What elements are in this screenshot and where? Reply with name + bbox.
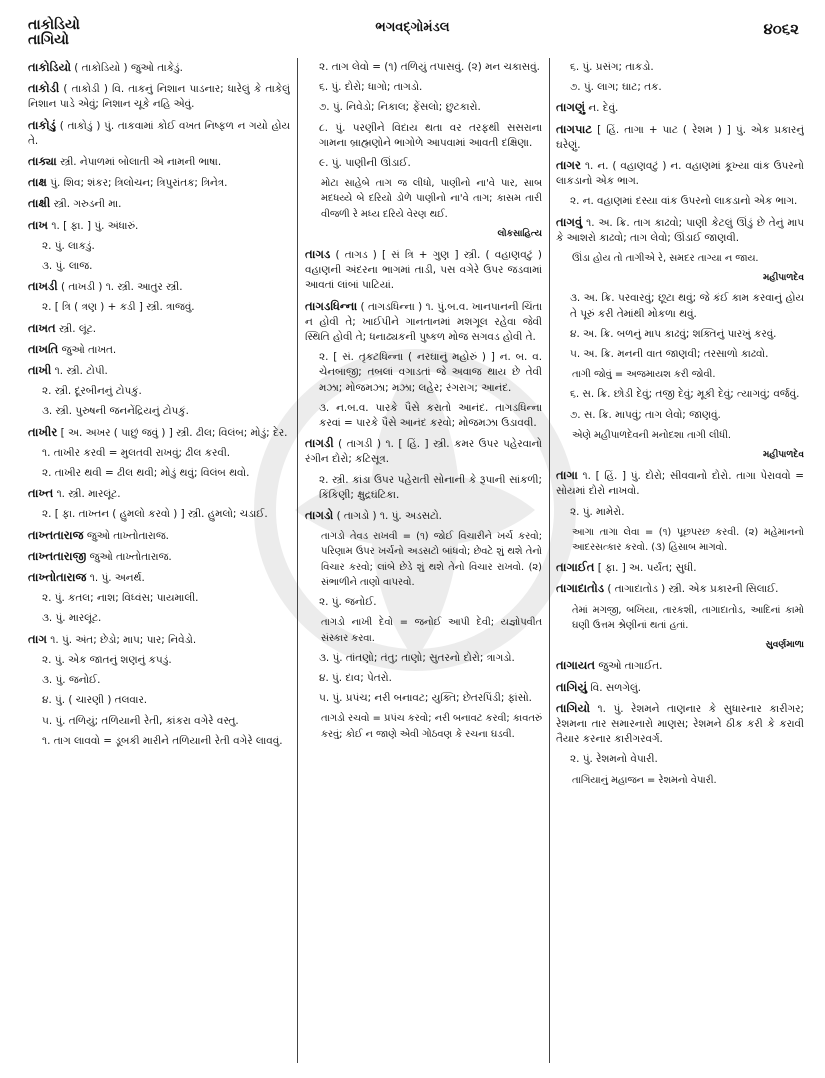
entry-headword: તાગ (28, 631, 47, 646)
text-column-2 (305, 60, 542, 1065)
usage-example: ઊંડા હોય તો તાગીએ રે, સમદર તાગ્યા ન જાય. (572, 253, 759, 265)
entry-headword: તાગપાટ (556, 121, 593, 136)
dictionary-entry (305, 247, 542, 294)
entry-definition: સ્ત્રી. નેપાળમાં બોલાતી એ નામની ભાષા. (56, 156, 222, 169)
entry-definition: ( તાકોડી ) વિ. તાકનું નિશાન પાડનાર; ધારેલું કે તાકેલું નિશાન પાડે એવું; નિશાન ચૂકે નહિ એવું. (28, 83, 290, 111)
entry-sense: ૭. પું. લાગ; ઘાટ; તક. (570, 81, 662, 94)
entry-definition: પું. શિવ; શંકર; ત્રિલોચન; ત્રિપુરાંતક; ત્રિનેત્ર. (46, 177, 228, 190)
entry-sense: ૨. તાખીર થવી = ઢીલ થવી; મોડું થવું; વિલંબ થવો. (42, 467, 250, 480)
entry-definition: ( તાકોડું ) પું. તાકવામાં કોઈ વખત નિષ્ફળ ન ગયો હોય તે. (28, 119, 290, 147)
dictionary-entry (28, 321, 290, 337)
dictionary-entry (556, 215, 804, 246)
entry-headword: તાખ્તતારાજી (28, 548, 87, 563)
entry-sense: ૩. સ્ત્રી. પુરુષની જનનેંદ્રિયનું ટોપકું. (42, 405, 189, 418)
entry-headword: તાખતિ (28, 341, 59, 356)
entry-sense: ૪. પું. દાવ; પેતરો. (319, 671, 392, 684)
column-divider-1 (297, 58, 298, 1063)
entry-headword: તાકોડું (28, 117, 56, 132)
entry-headword: તાગાઈત (556, 560, 595, 575)
entry-definition: ૧. સ્ત્રી. મારલૂંટ. (53, 488, 121, 501)
header-first-word: તાકોડિયો (28, 17, 80, 33)
page-header (0, 18, 825, 46)
entry-definition: ( તાગડ ) [ સં ત્રિ + ગુણ ] સ્ત્રી. ( વહાણવટું ) વહાણની અંદરના ભાગમાં તાડી, પસ વગેરે ઉપર જડવામાં આવતાં લાંબાં પાટિયાં. (305, 249, 542, 292)
entry-definition: ૧. [ હિં. ] પું. દોરો; સીવવાનો દોરો. તાગા પેરાવવો = સોયમાં દોરો નાખવો. (556, 470, 804, 498)
entry-sense: ૨. [ ફા. તાખ્તન ( હુમલો કરવો ) ] સ્ત્રી. હુમલો; ચડાઈ. (42, 508, 268, 521)
entry-sense: ૫. પું. તળિયું; તળિયાની રેતી, કાંકરા વગેરે વસ્તુ. (42, 714, 239, 727)
dictionary-entry (556, 122, 804, 153)
dictionary-entry (305, 436, 542, 467)
dictionary-entry (305, 299, 542, 346)
entry-sense: ૩. પું. જનોઈ. (42, 674, 101, 687)
entry-definition: ( તાગાદાતોડ ) સ્ત્રી. એક પ્રકારની સિલાઈ. (604, 583, 779, 596)
entry-definition: ૧. અ. ક્રિ. તાગ કાઢવો; પાણી કેટલું ઊંડું છે તેનું માપ કે આશરો કાઢવો; તાગ લેવો; ઊંડાઈ જાણવી. (556, 216, 804, 244)
entry-headword: તાકોડિયો (28, 60, 71, 74)
entry-sense: ૧. તાગ લાવવો = ડૂબકી મારીને તળિયાની રેતી વગેરે લાવવું. (42, 734, 283, 747)
entry-definition: સ્ત્રી. ગરુડની મા. (50, 198, 122, 211)
entry-definition: ૧. પું. રેશમને તાણનાર કે સુધારનાર કારીગર; રેશમના તાર સમારનારો માણસ; રેશમને ઠીક કરી કે કરાવી તૈયાર કરનાર કારીગરવર્ગ. (556, 702, 804, 746)
usage-example: એણે મહીપાળદેવની મનોદશા તાગી લીધી. (572, 429, 732, 441)
page-number: ૪૦૬૨ (763, 20, 799, 38)
source-attribution: સુવર્ણમાળા (765, 640, 804, 651)
entry-sense: ૬. પું. દોરો; ધાગો; તાગડો. (319, 81, 423, 94)
entry-headword: તાગવું (556, 214, 583, 229)
entry-sense: ૨. પું. રેશમનો વેપારી. (570, 753, 658, 766)
dictionary-entry (28, 486, 290, 502)
entry-headword: તાખી (28, 363, 52, 378)
entry-headword: તાખીર (28, 424, 58, 439)
entry-definition: ( તાગડી ) ૧. [ હિં. ] સ્ત્રી. કમર ઉપર પહેરવાનો રંગીન દોરો; કટિસૂત્ર. (305, 438, 542, 466)
usage-example: તાગી જોવું = અજમાયશ કરી જોવી. (572, 369, 716, 381)
entry-headword: તાખત (28, 320, 56, 335)
source-attribution: મહીપાળદેવ (762, 450, 804, 461)
entry-definition: વિ. સળગેલું. (587, 681, 642, 694)
dictionary-entry (556, 560, 804, 576)
entry-headword: તાગિયો (556, 700, 591, 715)
entry-headword: તાગર (556, 158, 581, 173)
entry-definition: જુઓ તાખત. (58, 343, 117, 356)
entry-sense: ૨. પું. મામેરો. (570, 505, 625, 518)
entry-sense: ૬. પું. પ્રસંગ; તાકડો. (570, 61, 654, 73)
entry-definition: ( તાગડધિન્ના ) ૧. પું.બ.વ. ખાનપાનની ચિંતા ન હોવી તે; ખાઈપીને ગાનતાનમાં મશગૂલ રહેવા જેવી સ્થિતિ હોવી તે; ધનાઢ્યકની પુષ્કળ મોજ સગવડ હોવી તે. (305, 300, 542, 344)
entry-definition: ૧. સ્ત્રી. ટોપી. (51, 365, 108, 378)
header-last-word: તાગિયો (28, 32, 70, 48)
entry-headword: તાક્યા (28, 154, 57, 169)
text-column-3 (556, 60, 804, 1065)
entry-sense: ૩. પું. લાજ. (42, 260, 93, 273)
entry-headword: તાક્ષ (28, 175, 47, 190)
entry-headword: તાક્ષી (28, 196, 51, 211)
entry-headword: તાખડી (28, 279, 58, 294)
entry-sense: ૨. તાગ લેવો = (૧) તળિયું તપાસવું. (૨) મન ચકાસવું. (319, 61, 540, 73)
entry-sense: ૮. પું. પરણીને વિદાય થતા વર તરફથી સસરાના ગામના બ્રાહ્મણોને ભાગોળે આપવામાં આવતી દક્ષિણા. (319, 121, 542, 149)
dictionary-entry (556, 680, 804, 696)
entry-headword: તાગાદાતોડ (556, 581, 605, 596)
entry-sense: ૪. પું. ( ચારણી ) તલવાર. (42, 694, 148, 707)
entry-headword: તાગણું (556, 100, 586, 115)
entry-sense: ૧. તાખીર કરવી = મુલતવી રાખવું; ઢીલ કરવી. (42, 446, 231, 459)
entry-headword: તાગા (556, 468, 578, 483)
entry-sense: ૫. અ. ક્રિ. મનની વાત જાણવી; તરસાળો કાઢવો. (570, 348, 769, 361)
entry-sense: ૨. સ્ત્રી. કાંડા ઉપર પહેરાતી સોનાની કે રૂપાની સાંકળી; કિંકિણી; ક્ષુદ્રઘંટિકા. (319, 473, 542, 501)
entry-headword: તાગડી (305, 436, 334, 451)
dictionary-entry (556, 158, 804, 189)
dictionary-entry (28, 425, 290, 441)
dictionary-entry (28, 196, 290, 212)
entry-definition: ( તાખડી ) ૧. સ્ત્રી. આતુર સ્ત્રી. (57, 281, 183, 294)
entry-sense: ૭. પું. નિવેડો; નિકાલ; ફેંસલો; છુટકારો. (319, 101, 481, 114)
entry-headword: તાખ્ત (28, 486, 54, 501)
dictionary-entry (28, 363, 290, 379)
entry-sense: ૩. પું. મારલૂંટ. (42, 612, 102, 625)
usage-example: તેમાં મગજી, બખિયા, તારકશી, તાગાદાતોડ, આદિનાં કામો ઘણી ઉત્તમ શ્રેણીનાં થતાં હતાં. (572, 604, 804, 631)
usage-example: તાગિયાનું મહાજન = રેશમનો વેપારી. (572, 774, 717, 786)
entry-sense: ૩. પું. તાંતણો; તંતુ; તાણો; સુતરનો દોરો; ત્રાગડો. (319, 651, 515, 664)
entry-sense: ૨. ન. વહાણમાં દસ્યા વાંક ઉપરનો લાકડાનો એક ભાગ. (570, 195, 798, 208)
entry-sense: ૫. પું. પ્રપંચ; નરી બનાવટ; યુક્તિ; છેતરપિંડી; ફાંસો. (319, 692, 532, 705)
entry-sense: ૪. અ. ક્રિ. બળનું માપ કાઢવું; શક્તિનું પારખું કરવું. (570, 327, 777, 340)
entry-sense: ૨. [ સં. તૃકટધિન્ના ( નરઘાનું મહોરું ) ] ન. બ. વ. ચેનબાજી; તબલાં વગાડતાં જે અવાજ થાય છે તેવી મઝા; મોજમઝા; મઝા; લહેર; રંગરાગ; આનંદ. (319, 351, 542, 394)
dictionary-entry (556, 701, 804, 748)
entry-definition: સ્ત્રી. લૂંટ. (55, 322, 97, 335)
dictionary-entry (28, 218, 290, 234)
text-column-1 (28, 60, 290, 1065)
entry-sense: ૨. પું. જનોઈ. (319, 596, 377, 609)
entry-definition: ૧. પું. અનર્થ. (86, 572, 145, 585)
dictionary-entry (556, 581, 804, 597)
entry-sense: ૨. [ ત્રિ ( ત્રણ ) + કડી ] સ્ત્રી. ત્રાજવું. (42, 301, 195, 314)
dictionary-entry (28, 60, 290, 76)
entry-headword: તાખ્તતારાજ (28, 527, 84, 542)
entry-sense: ૩. અ. ક્રિ. પરવારવું; છૂટા થવું; જે કંઈ કામ કરવાનું હોય તે પૂરું કરી તેમાંથી મોકળા થવું. (570, 292, 804, 320)
entry-definition: ( તાકોડિયો ) જુઓ તાકેડું. (71, 62, 183, 74)
dictionary-entry (28, 549, 290, 565)
dictionary-entry (556, 100, 804, 116)
entry-definition: જુઓ તાખ્તોતારાજ. (83, 529, 169, 542)
dictionary-entry (28, 528, 290, 544)
usage-example: તાગડો તેવડ રાખવી = (૧) જોઈ વિચારીને ખર્ચ કરવો; પરિણામ ઉપર ખર્ચનો અડસટો બાંધવો; છેવટે શું થશે તેનો વિચાર કરવો; લાંબે છેડે શું થશે તેનો વિચાર રાખવો. (૨) સંભાળીને તાણો વાપરવો. (321, 531, 542, 588)
entry-definition: ન. દેવું. (585, 102, 619, 115)
dictionary-entry (556, 468, 804, 499)
entry-sense: ૬. સ. ક્રિ. છોડી દેવું; તજી દેવું; મૂકી દેવું; ત્યાગવું; વર્જવું. (570, 388, 800, 401)
dictionary-entry (28, 81, 290, 112)
entry-definition: જુઓ તાગાઈત. (595, 660, 663, 673)
entry-headword: તાગિયું (556, 679, 588, 694)
dictionary-entry (28, 570, 290, 586)
header-title: ભગવદ્ગોમંડલ (375, 20, 450, 35)
usage-example: આગા તાગા લેવા = (૧) પૂછપરછ કરવી. (૨) મહેમાનનો આદરસત્કાર કરવો. (૩) હિસાબ માગવો. (572, 526, 804, 554)
entry-definition: જુઓ તાખ્તોતારાજ. (86, 550, 172, 563)
entry-headword: તાકોડી (28, 81, 60, 96)
usage-example: મોટા સાહેબે તાગ જ લીધો, પાણીનો ના'વે પાર, સાબ મદધય્યે બે દરિયો ડોળે પાણીનો ના'વે તાગ; કાસમ તારી વીજળી રે મધ્ય દરિયે વેરણ થઈ. (321, 178, 542, 220)
entry-headword: તાગડધિન્ના (305, 298, 358, 313)
dictionary-entry (28, 342, 290, 358)
source-attribution: મહીપાળદેવ (762, 273, 804, 284)
dictionary-entry (28, 279, 290, 295)
dictionary-entry (28, 118, 290, 149)
column-divider-2 (549, 58, 550, 1063)
source-attribution: લોકસાહિત્ય (497, 228, 542, 239)
entry-headword: તાગડો (305, 508, 334, 523)
dictionary-entry (28, 632, 290, 648)
entry-definition: ( તાગડો ) ૧. પું. અડસટો. (333, 510, 442, 523)
usage-example: તાગડો નાખી દેવો = જનોઈ આપી દેવી; યજ્ઞોપવીત સંસ્કાર કરવા. (321, 617, 542, 644)
dictionary-entry (305, 508, 542, 524)
entry-headword: તાગડ (305, 247, 331, 262)
entry-definition: [ અ. અખર ( પાછું જવું ) ] સ્ત્રી. ઢીલ; વિલંબ; મોડું; દેર. (57, 426, 288, 439)
entry-headword: તાખ્તોતારાજ (28, 570, 87, 585)
entry-sense: ૩. ન.બ.વ. પારકે પૈસે કરાતો આનંદ. તાગડધિન્ના કરવાં = પારકે પૈસે આનંદ કરવો; મોજમઝા ઉડાવવી. (319, 401, 542, 430)
entry-sense: ૨. પું. કતલ; નાશ; વિધ્વંસ; પાયમાલી. (42, 592, 199, 605)
entry-headword: તાખ (28, 217, 49, 232)
dictionary-entry (556, 658, 804, 674)
entry-sense: ૯. પું. પાણીની ઊંડાઈ. (319, 157, 411, 170)
entry-sense: ૨. સ્ત્રી. દૂરબીનનું ટોપકું. (42, 385, 142, 398)
entry-definition: [ હિં. તાગા + પાટ ( રેશમ ) ] પું. એક પ્રકારનું ઘરેણું. (556, 123, 804, 151)
entry-headword: તાગાયત (556, 658, 596, 673)
entry-sense: ૨. પું. લાકડું. (42, 239, 95, 252)
entry-sense: ૨. પું. એક જાતનું શણનું કપડું. (42, 653, 172, 666)
dictionary-entry (28, 154, 290, 170)
dictionary-entry (28, 175, 290, 191)
usage-example: તાગડો રચવો = પ્રપંચ કરવો; નરી બનાવટ કરવી; કાવતરું કરવું; કોઈ ન જાણે એવી ગોઠવણ કે રચના ઘડવી. (321, 713, 542, 740)
entry-sense: ૭. સ. ક્રિ. માપવું; તાગ લેવો; જાણવું. (570, 408, 721, 421)
entry-definition: ૧. [ ફા. ] પું. અંધારું. (48, 219, 139, 232)
entry-definition: [ ફા. ] અ. પર્યંત; સુધી. (594, 562, 697, 575)
entry-definition: ૧. ન. ( વહાણવટું ) ન. વહાણમાં કૂખ્યા વાંક ઉપરનો લાકડાનો એક ભાગ. (556, 160, 804, 188)
entry-definition: ૧. પું. અંત; છેડો; માપ; પાર; નિવેડો. (47, 633, 197, 646)
